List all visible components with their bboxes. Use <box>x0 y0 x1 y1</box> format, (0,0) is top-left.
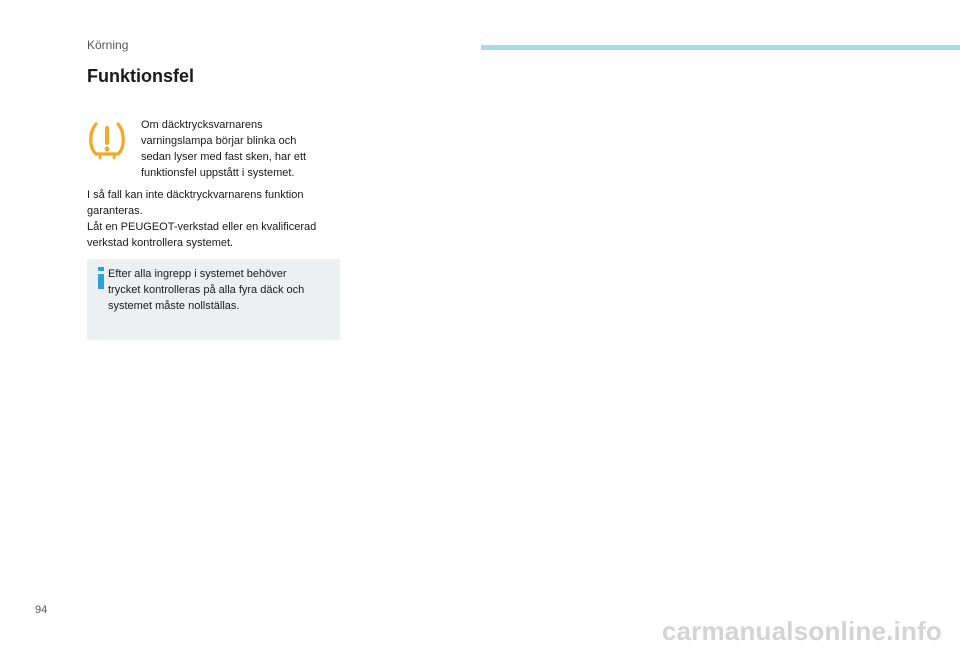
body-text <box>87 187 347 251</box>
warning-line: funktionsfel uppstått i systemet. <box>141 167 295 179</box>
info-box <box>87 259 340 340</box>
tire-pressure-warning-icon <box>87 120 127 160</box>
info-icon <box>95 266 107 290</box>
header-bar <box>481 45 960 50</box>
warning-line: varningslampa börjar blinka och <box>141 135 297 147</box>
body-line: Låt en PEUGEOT-verkstad eller en kvalificerad <box>87 221 317 233</box>
section-header: Körning <box>87 38 129 52</box>
info-line: Efter alla ingrepp i systemet behöver <box>108 268 287 280</box>
body-line: garanteras. <box>87 205 143 217</box>
warning-line: sedan lyser med fast sken, har ett <box>141 151 307 163</box>
info-text <box>108 266 333 314</box>
info-line: systemet måste nollställas. <box>108 300 240 312</box>
page-title: Funktionsfel <box>87 66 194 86</box>
page-number: 94 <box>35 604 48 616</box>
body-line: I så fall kan inte däcktryckvarnarens funktion <box>87 189 304 201</box>
body-paragraph <box>87 219 347 251</box>
watermark: carmanualsonline.info <box>661 616 942 646</box>
warning-line: Om däcktrycksvarnarens <box>141 119 263 131</box>
body-paragraph <box>87 187 347 219</box>
body-line: verkstad kontrollera systemet. <box>87 237 234 249</box>
warning-description <box>141 117 341 181</box>
info-line: trycket kontrolleras på alla fyra däck och <box>108 284 305 296</box>
